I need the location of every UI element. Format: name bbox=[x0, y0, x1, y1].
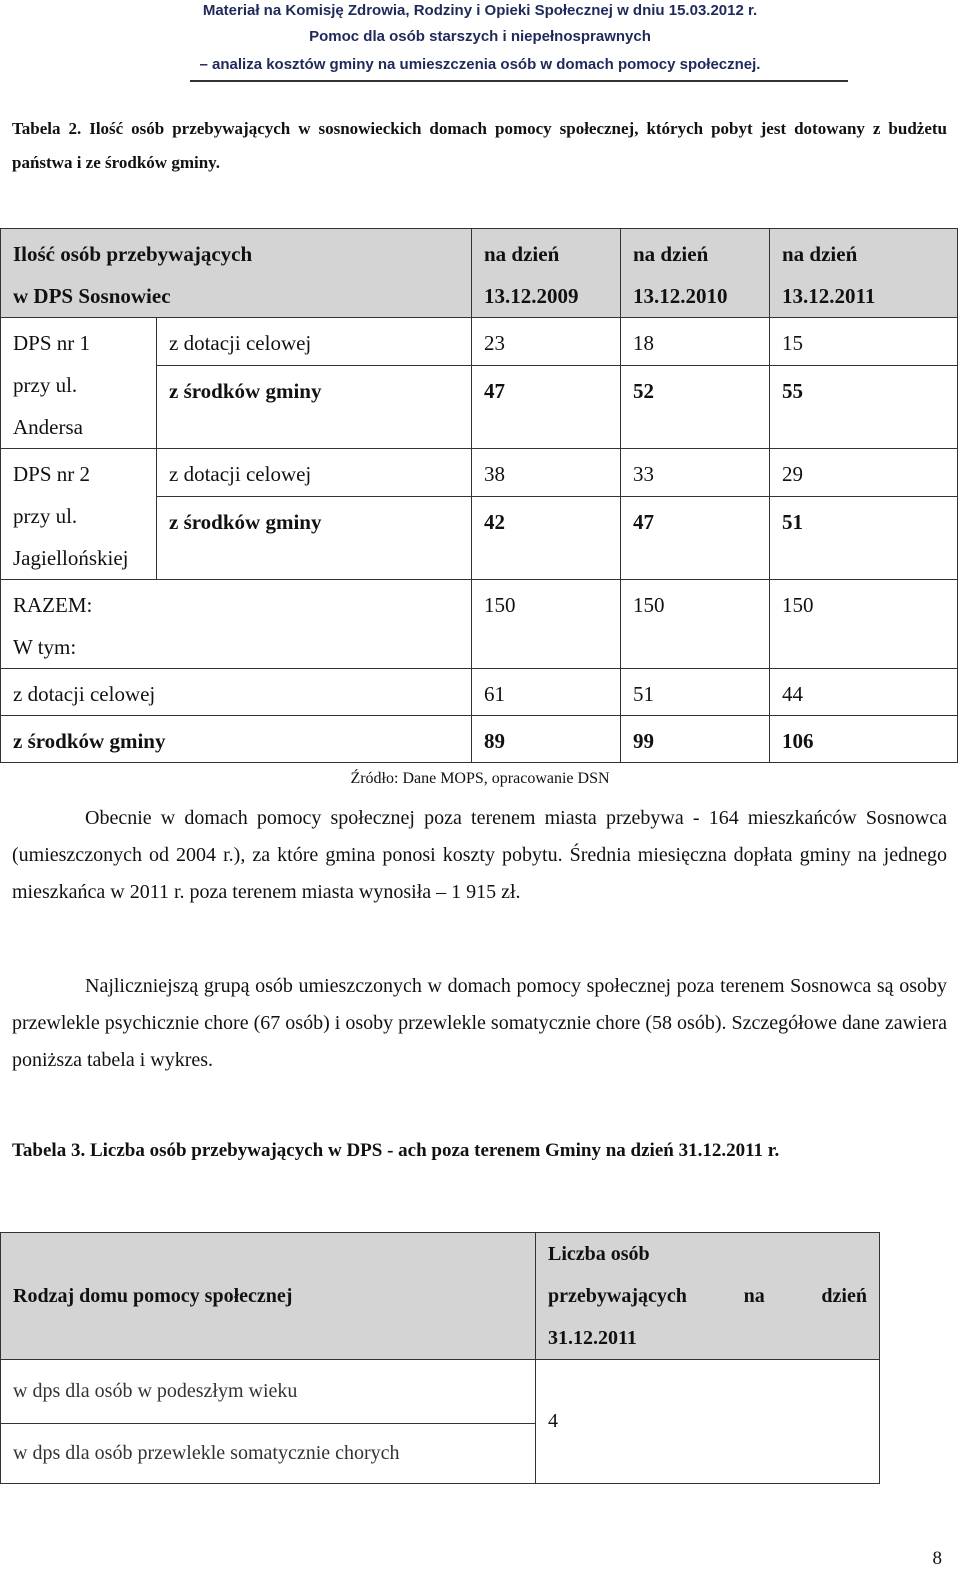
cell-value: 89 bbox=[472, 716, 621, 763]
cell-value: 106 bbox=[770, 716, 958, 763]
header-line-3: – analiza kosztów gminy na umieszczenia osób w domach pomocy społecznej. bbox=[199, 56, 761, 73]
cell-value: 150 bbox=[621, 580, 770, 669]
page-number: 8 bbox=[932, 1548, 942, 1569]
dps1-label: DPS nr 1 przy ul. Andersa bbox=[1, 318, 157, 449]
table3-row-type: w dps dla osób w podeszłym wieku bbox=[1, 1360, 536, 1424]
table2-head-label: Ilość osób przebywających w DPS Sosnowiec bbox=[1, 229, 472, 318]
table2-head-col: na dzień 13.12.2010 bbox=[621, 229, 770, 318]
cell-value: 55 bbox=[770, 365, 958, 448]
table-row bbox=[1, 449, 958, 497]
table-row bbox=[1, 716, 958, 763]
cell-value: 15 bbox=[770, 318, 958, 366]
cell-value: 51 bbox=[770, 496, 958, 579]
row-type: z dotacji celowej bbox=[1, 669, 472, 716]
row-type: z dotacji celowej bbox=[157, 318, 472, 366]
row-type: z środków gminy bbox=[157, 496, 472, 579]
cell-value: 42 bbox=[472, 496, 621, 579]
cell-value: 23 bbox=[472, 318, 621, 366]
table2-head-col: na dzień 13.12.2009 bbox=[472, 229, 621, 318]
row-type: z środków gminy bbox=[157, 365, 472, 448]
cell-value: 52 bbox=[621, 365, 770, 448]
cell-value: 150 bbox=[770, 580, 958, 669]
cell-value: 47 bbox=[472, 365, 621, 448]
cell-value: 150 bbox=[472, 580, 621, 669]
table3-caption: Tabela 3. Liczba osób przebywających w DPS - ach poza terenem Gminy na dzień 31.12.2011 r. bbox=[12, 1140, 780, 1161]
table-row bbox=[1, 669, 958, 716]
table-row bbox=[1, 580, 958, 669]
table3-row-type: w dps dla osób przewlekle somatycznie chorych bbox=[1, 1424, 536, 1484]
dps2-label: DPS nr 2 przy ul. Jagiellońskiej bbox=[1, 449, 157, 580]
table3-head-count: Liczba osób przebywających na dzień 31.12.2011 bbox=[536, 1233, 880, 1360]
cell-value: 33 bbox=[621, 449, 770, 497]
header-rule bbox=[190, 80, 848, 82]
source-note: Źródło: Dane MOPS, opracowanie DSN bbox=[350, 770, 610, 787]
cell-value: 47 bbox=[621, 496, 770, 579]
paragraph-2: Najliczniejszą grupą osób umieszczonych w domach pomocy społecznej poza terenem Sosnowca są osoby przewlekle psychicznie chore (67 osób) i osoby przewlekle somatycznie chore (58 osób). Szczegółowe dane zawiera poniższa tabela i wykres. bbox=[12, 975, 947, 1071]
table3-value: 4 bbox=[536, 1360, 880, 1484]
razem-label: RAZEM: W tym: bbox=[1, 580, 472, 669]
table2-head-col: na dzień 13.12.2011 bbox=[770, 229, 958, 318]
table-row bbox=[1, 318, 958, 366]
table3-head-type: Rodzaj domu pomocy społecznej bbox=[1, 1233, 536, 1360]
table-row bbox=[1, 1360, 880, 1424]
header-line-1: Materiał na Komisję Zdrowia, Rodziny i Opieki Społecznej w dniu 15.03.2012 r. bbox=[202, 2, 758, 19]
cell-value: 29 bbox=[770, 449, 958, 497]
cell-value: 51 bbox=[621, 669, 770, 716]
cell-value: 99 bbox=[621, 716, 770, 763]
row-type: z dotacji celowej bbox=[157, 449, 472, 497]
cell-value: 18 bbox=[621, 318, 770, 366]
cell-value: 38 bbox=[472, 449, 621, 497]
table-3 bbox=[0, 1232, 880, 1484]
table2-caption: Tabela 2. Ilość osób przebywających w sosnowieckich domach pomocy społecznej, których pobyt jest dotowany z budżetu państwa i ze środków gminy. bbox=[12, 119, 947, 172]
row-type: z środków gminy bbox=[1, 716, 472, 763]
table-2 bbox=[0, 228, 958, 763]
cell-value: 44 bbox=[770, 669, 958, 716]
paragraph-1: Obecnie w domach pomocy społecznej poza terenem miasta przebywa - 164 mieszkańców Sosnowca (umieszczonych od 2004 r.), za które gmina ponosi koszty pobytu. Średnia miesięczna dopłata gminy na jednego mieszkańca w 2011 r. poza terenem miasta wynosiła – 1 915 zł. bbox=[12, 807, 947, 903]
header-line-2: Pomoc dla osób starszych i niepełnosprawnych bbox=[309, 28, 651, 45]
cell-value: 61 bbox=[472, 669, 621, 716]
